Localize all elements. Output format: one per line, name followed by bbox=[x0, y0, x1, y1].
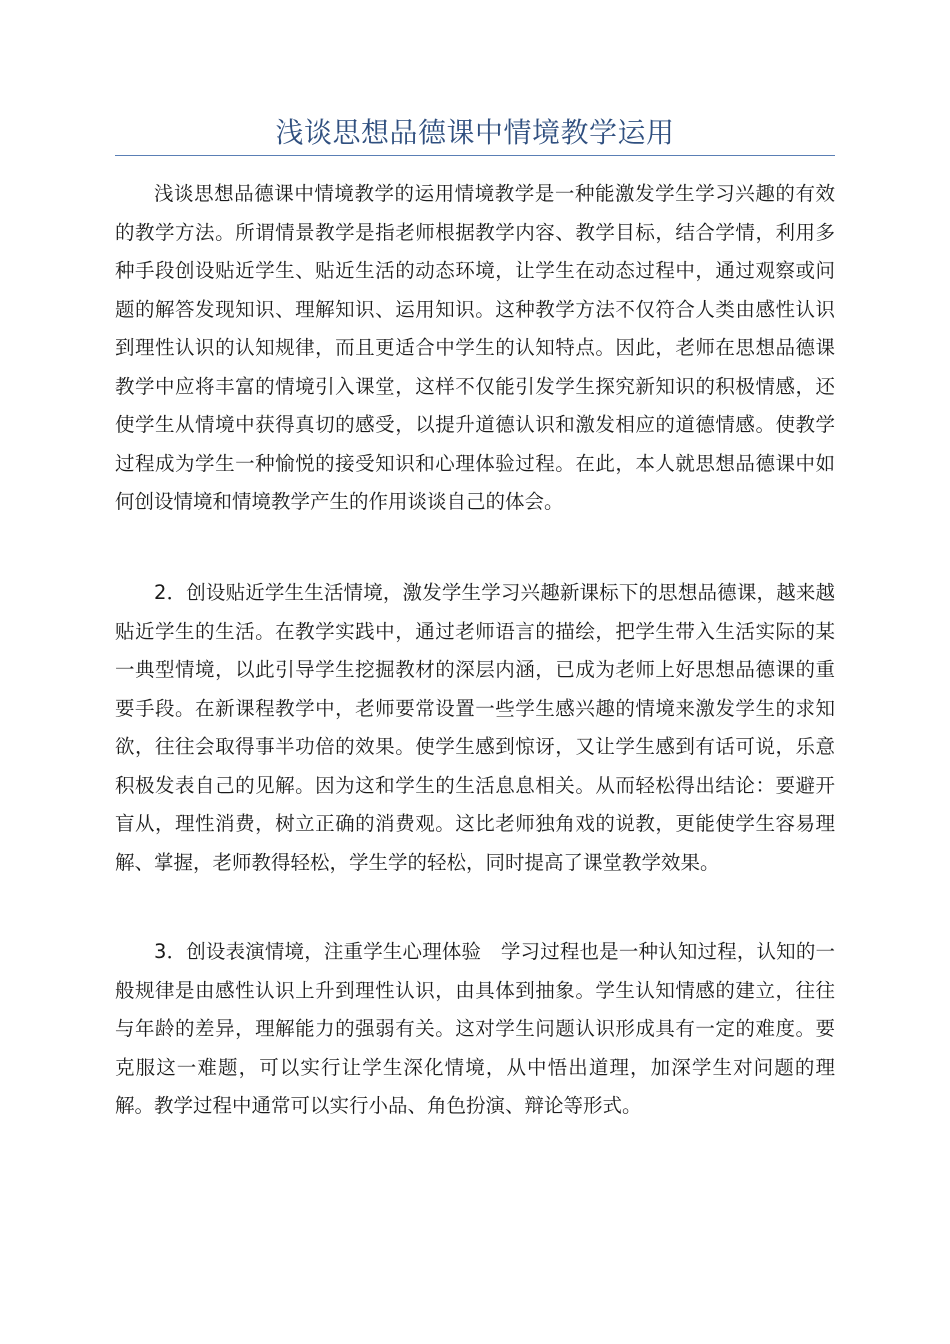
paragraph-section-2: 2．创设贴近学生生活情境，激发学生学习兴趣新课标下的思想品德课，越来越贴近学生的生活。在教学实践中，通过老师语言的描绘，把学生带入生活实际的某一典型情境，以此引导学生挖掘教材的深层内涵，已成为老师上好思想品德课的重要手段。在新课程教学中，老师要常设置一些学生感兴趣的情境来激发学生的求知欲，往往会取得事半功倍的效果。使学生感到惊讶，又让学生感到有话可说，乐意积极发表自己的见解。因为这和学生的生活息息相关。从而轻松得出结论：要避开盲从，理性消费，树立正确的消费观。这比老师独角戏的说教，更能使学生容易理解、掌握，老师教得轻松，学生学的轻松，同时提高了课堂教学效果。 bbox=[115, 581, 835, 874]
document-title: 浅谈思想品德课中情境教学运用 bbox=[275, 116, 675, 149]
paragraph-intro: 浅谈思想品德课中情境教学的运用情境教学是一种能激发学生学习兴趣的有效的教学方法。所谓情景教学是指老师根据教学内容、教学目标，结合学情，利用多种手段创设贴近学生、贴近生活的动态环境，让学生在动态过程中，通过观察或问题的解答发现知识、理解知识、运用知识。这种教学方法不仅符合人类由感性认识到理性认识的认知规律，而且更适合中学生的认知特点。因此，老师在思想品德课教学中应将丰富的情境引入课堂，这样不仅能引发学生探究新知识的积极情感，还使学生从情境中获得真切的感受，以提升道德认识和激发相应的道德情感。使教学过程成为学生一种愉悦的接受知识和心理体验过程。在此，本人就思想品德课中如何创设情境和情境教学产生的作用谈谈自己的体会。 bbox=[115, 182, 835, 513]
paragraph-section-3: 3．创设表演情境，注重学生心理体验 学习过程也是一种认知过程，认知的一般规律是由感性认识上升到理性认识，由具体到抽象。学生认知情感的建立，往往与年龄的差异，理解能力的强弱有关。这对学生问题认识形成具有一定的难度。要克服这一难题，可以实行让学生深化情境，从中悟出道理，加深学生对问题的理解。教学过程中通常可以实行小品、角色扮演、辩论等形式。 bbox=[115, 940, 835, 1117]
title-underline-rule bbox=[115, 155, 835, 156]
